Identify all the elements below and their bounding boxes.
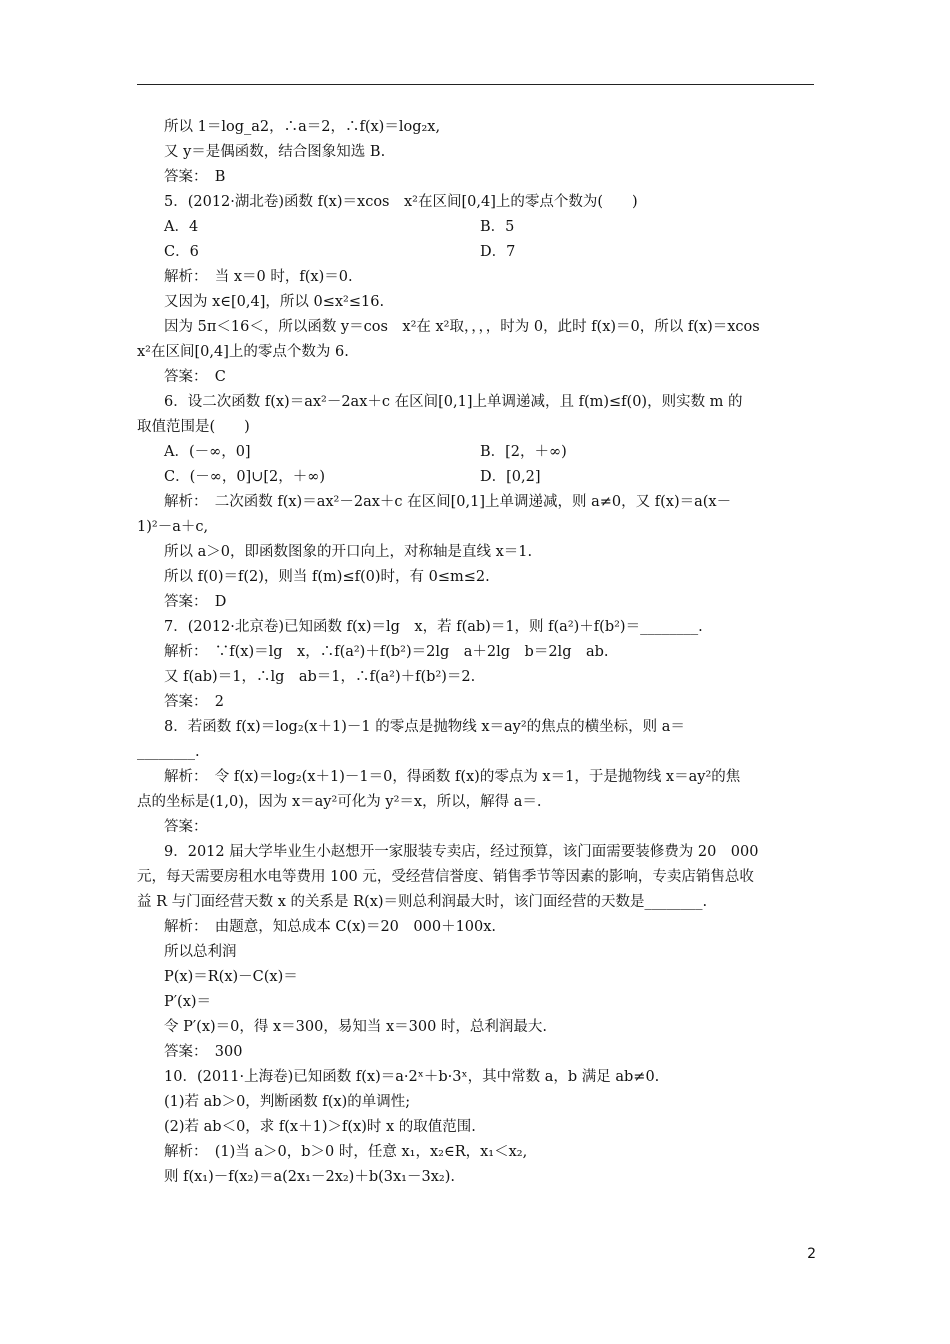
text-line (164, 817, 208, 837)
text-line (164, 617, 703, 637)
line-text: 1)²－a＋c, (137, 519, 209, 535)
text-line (164, 217, 515, 237)
line-text: P′(x)＝ (164, 994, 212, 1010)
text-line (164, 542, 532, 562)
text-line (164, 842, 758, 862)
line-text: 解析： 当 x＝0 时，f(x)＝0. (164, 269, 353, 285)
line-text: 7．(2012·北京卷)已知函数 f(x)＝lg x，若 f(ab)＝1，则 f(a²)＋f(b²)＝________. (164, 619, 703, 635)
text-line (164, 192, 638, 212)
line-text: A．4 (164, 219, 199, 235)
line-text: 因为 5π＜16＜，所以函数 y＝cos x²在 x²取，，，，时为 0，此时 f(x)＝0，所以 f(x)＝xcos (164, 319, 760, 335)
line-text: 解析： 二次函数 f(x)＝ax²－2ax＋c 在区间[0,1]上单调递减，则 a≠0，又 f(x)＝a(x－ (164, 494, 732, 510)
line-text: C．(－∞，0]∪[2，＋∞) (164, 469, 325, 485)
line-text: x²在区间[0,4]上的零点个数为 6. (137, 344, 349, 360)
text-line (164, 1092, 410, 1112)
line-text: 答案： 300 (164, 1044, 243, 1060)
text-line (164, 1167, 455, 1187)
option-right: B．[2，＋∞) (480, 444, 567, 460)
page-number: 2 (807, 1246, 816, 1262)
text-line (164, 917, 496, 937)
text-line (164, 167, 225, 187)
text-line (137, 792, 541, 812)
text-line (164, 292, 384, 312)
option-right: D．[0,2] (480, 469, 541, 485)
text-line (164, 1042, 242, 1062)
line-text: 答案： D (164, 594, 227, 610)
line-text: 5．(2012·湖北卷)函数 f(x)＝xcos x²在区间[0,4]上的零点个数为( ) (164, 194, 638, 210)
line-text: 又 f(ab)＝1，∴lg ab＝1，∴f(a²)＋f(b²)＝2. (164, 669, 476, 685)
text-line (164, 942, 237, 962)
text-line (164, 1067, 659, 1087)
text-line (164, 592, 226, 612)
option-right: D．7 (480, 244, 516, 260)
line-text: 解析： 令 f(x)＝log₂(x＋1)－1＝0，得函数 f(x)的零点为 x＝1，于是抛物线 x＝ay²的焦 (164, 769, 741, 785)
line-text: 解析： ∵f(x)＝lg x，∴f(a²)＋f(b²)＝2lg a＋2lg b＝2lg ab. (164, 644, 609, 660)
text-line (164, 992, 211, 1012)
line-text: P(x)＝R(x)－C(x)＝ (164, 969, 298, 985)
line-text: 则 f(x₁)－f(x₂)＝a(2x₁－2x₂)＋b(3x₁－3x₂). (164, 1169, 455, 1185)
text-line (164, 367, 226, 387)
line-text: 答案： 2 (164, 694, 224, 710)
text-line (164, 567, 490, 587)
line-text: 8．若函数 f(x)＝log₂(x＋1)－1 的零点是抛物线 x＝ay²的焦点的横坐标，则 a＝ (164, 719, 685, 735)
header-rule (137, 84, 814, 85)
text-line (164, 467, 541, 487)
line-text: (2)若 ab＜0，求 f(x＋1)＞f(x)时 x 的取值范围. (164, 1119, 476, 1135)
line-text: 取值范围是( ) (137, 419, 250, 435)
line-text: 所以 a＞0，即函数图象的开口向上，对称轴是直线 x＝1. (164, 544, 533, 560)
text-line (164, 967, 298, 987)
text-line (164, 392, 743, 412)
line-text: 6．设二次函数 f(x)＝ax²－2ax＋c 在区间[0,1]上单调递减，且 f(m)≤f(0)，则实数 m 的 (164, 394, 743, 410)
text-line (164, 667, 475, 687)
text-line (164, 692, 224, 712)
line-text: ________. (137, 744, 200, 760)
line-text: 益 R 与门面经营天数 x 的关系是 R(x)＝则总利润最大时，该门面经营的天数是________. (137, 894, 708, 910)
line-text: 元，每天需要房租水电等费用 100 元，受经营信誉度、销售季节等因素的影响，专卖店销售总收 (137, 869, 754, 885)
text-line (137, 517, 208, 537)
line-text: (1)若 ab＞0，判断函数 f(x)的单调性; (164, 1094, 411, 1110)
text-line (164, 1142, 527, 1162)
line-text: 答案： B (164, 169, 226, 185)
text-line (164, 717, 685, 737)
text-line (137, 867, 754, 887)
text-line (164, 1017, 547, 1037)
text-line (137, 417, 250, 437)
line-text: 答案： (164, 819, 208, 835)
line-text: C．6 (164, 244, 199, 260)
text-line (164, 267, 353, 287)
text-line (164, 317, 760, 337)
text-line (164, 767, 740, 787)
line-text: 所以 f(0)＝f(2)，则当 f(m)≤f(0)时，有 0≤m≤2. (164, 569, 490, 585)
line-text: 又 y＝是偶函数，结合图象知选 B. (164, 144, 386, 160)
text-line (137, 892, 707, 912)
text-line (164, 492, 731, 512)
line-text: 所以总利润 (164, 944, 237, 960)
text-line (164, 117, 440, 137)
line-text: 解析： 由题意，知总成本 C(x)＝20 000＋100x. (164, 919, 497, 935)
option-right: B．5 (480, 219, 515, 235)
line-text: 点的坐标是(1,0)，因为 x＝ay²可化为 y²＝x，所以，解得 a＝. (137, 794, 542, 810)
line-text: 10．(2011·上海卷)已知函数 f(x)＝a·2ˣ＋b·3ˣ，其中常数 a，b 满足 ab≠0. (164, 1069, 660, 1085)
text-line (164, 142, 385, 162)
text-line (137, 342, 349, 362)
text-line (137, 742, 200, 762)
line-text: 9．2012 届大学毕业生小赵想开一家服装专卖店，经过预算，该门面需要装修费为 20 000 (164, 844, 759, 860)
text-line (164, 242, 516, 262)
text-line (164, 642, 609, 662)
line-text: 解析： (1)当 a＞0，b＞0 时，任意 x₁，x₂∈R，x₁＜x₂, (164, 1144, 528, 1160)
line-text: 又因为 x∈[0,4]，所以 0≤x²≤16. (164, 294, 385, 310)
text-line (164, 1117, 476, 1137)
text-line (164, 442, 567, 462)
line-text: 答案： C (164, 369, 226, 385)
line-text: 令 P′(x)＝0，得 x＝300，易知当 x＝300 时，总利润最大. (164, 1019, 548, 1035)
line-text: A．(－∞，0] (164, 444, 251, 460)
line-text: 所以 1＝log_a2，∴a＝2，∴f(x)＝log₂x, (164, 119, 441, 135)
